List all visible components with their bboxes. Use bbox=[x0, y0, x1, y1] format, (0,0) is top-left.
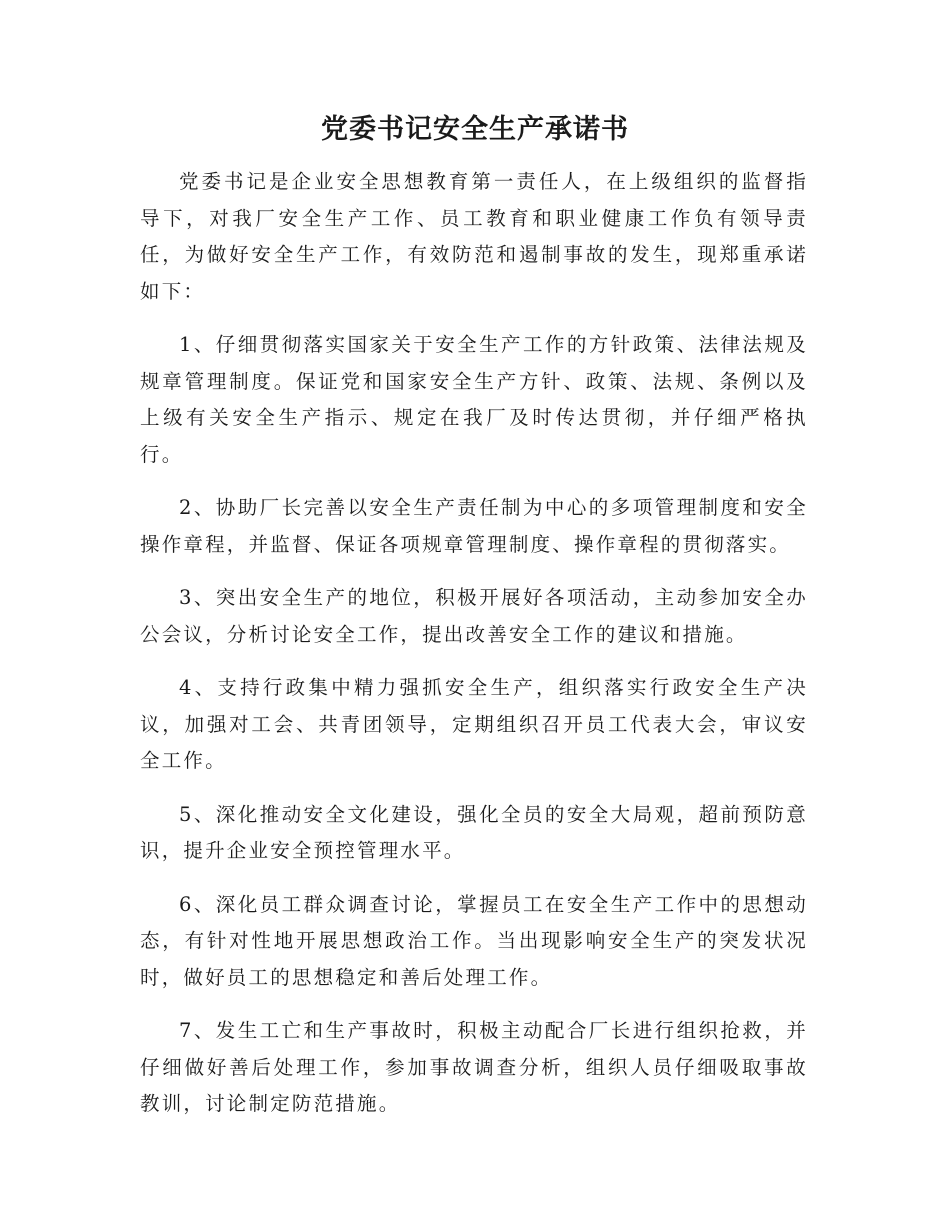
document-body bbox=[140, 164, 808, 1140]
commitment-item-4: 4、支持行政集中精力强抓安全生产，组织落实行政安全生产决议，加强对工会、共青团领导，定期组织召开员工代表大会，审议安全工作。 bbox=[140, 676, 808, 772]
commitment-item-7: 7、发生工亡和生产事故时，积极主动配合厂长进行组织抢救，并仔细做好善后处理工作，参加事故调查分析，组织人员仔细吸取事故教训，讨论制定防范措施。 bbox=[140, 1019, 808, 1115]
intro-paragraph: 党委书记是企业安全思想教育第一责任人，在上级组织的监督指导下，对我厂安全生产工作、员工教育和职业健康工作负有领导责任，为做好安全生产工作，有效防范和遏制事故的发生，现郑重承诺如下： bbox=[140, 170, 808, 303]
commitment-item-2: 2、协助厂长完善以安全生产责任制为中心的多项管理制度和安全操作章程，并监督、保证各项规章管理制度、操作章程的贯彻落实。 bbox=[140, 496, 808, 556]
document-title: 党委书记安全生产承诺书 bbox=[321, 114, 629, 145]
commitment-item-1: 1、仔细贯彻落实国家关于安全生产工作的方针政策、法律法规及规章管理制度。保证党和国家安全生产方针、政策、法规、条例以及上级有关安全生产指示、规定在我厂及时传达贯彻，并仔细严格执行。 bbox=[140, 333, 808, 466]
commitment-item-5: 5、深化推动安全文化建设，强化全员的安全大局观，超前预防意识，提升企业安全预控管理水平。 bbox=[140, 802, 808, 862]
commitment-item-6: 6、深化员工群众调查讨论，掌握员工在安全生产工作中的思想动态，有针对性地开展思想政治工作。当出现影响安全生产的突发状况时，做好员工的思想稳定和善后处理工作。 bbox=[140, 892, 808, 989]
commitment-item-3: 3、突出安全生产的地位，积极开展好各项活动，主动参加安全办公会议，分析讨论安全工作，提出改善安全工作的建议和措施。 bbox=[140, 586, 808, 646]
